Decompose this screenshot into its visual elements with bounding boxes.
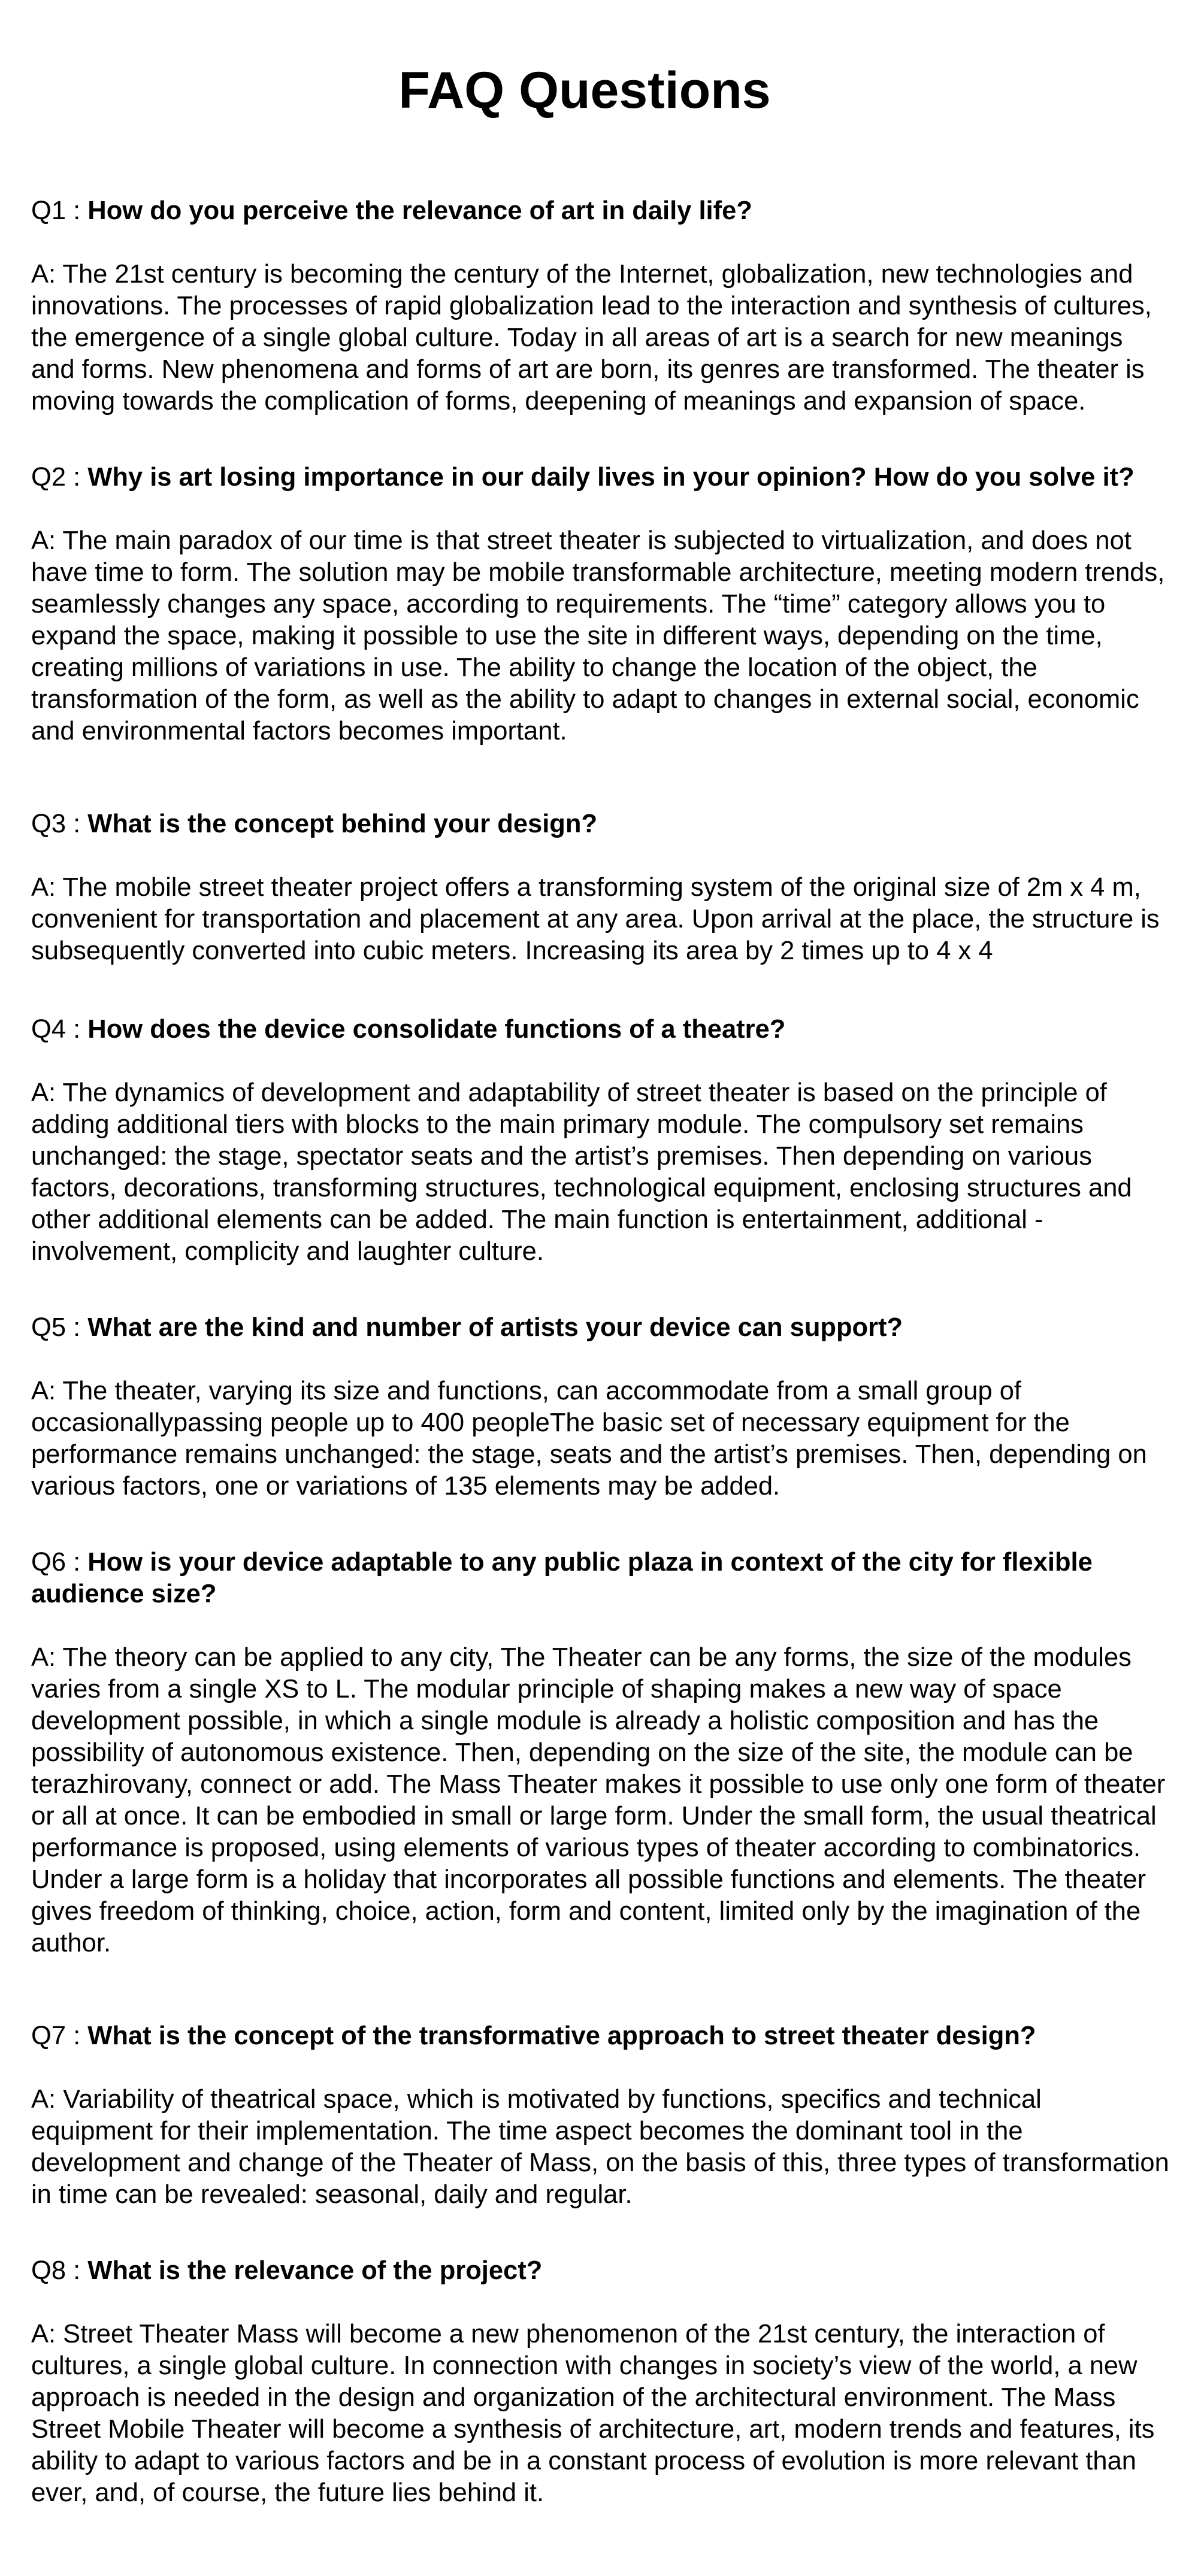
question-number: Q6 : <box>31 1548 88 1577</box>
faq-question <box>31 1014 1169 1045</box>
faq-item <box>31 195 1169 417</box>
question-text: What are the kind and number of artists your device can support? <box>87 1313 903 1342</box>
question-text: What is the concept behind your design? <box>87 810 598 838</box>
faq-item <box>31 2020 1169 2211</box>
faq-list <box>31 195 1169 2509</box>
question-number: Q8 : <box>31 2256 88 2285</box>
faq-answer: A: Street Theater Mass will become a new phenomenon of the 21st century, the interaction of cultures, a single global culture. In connection with changes in society’s view of the world, a new approach is needed in the design and organization of the architectural environment. The Mass Street Mobile Theater will become a synthesis of architecture, art, modern trends and features, its ability to adapt to various factors and be in a constant process of evolution is more relevant than ever, and, of course, the future lies behind it. <box>31 2320 1155 2507</box>
question-text: What is the relevance of the project? <box>87 2256 543 2285</box>
faq-item <box>31 1014 1169 1268</box>
faq-page <box>31 0 1169 2509</box>
question-number: Q1 : <box>31 196 88 225</box>
faq-item <box>31 1547 1169 1959</box>
faq-question <box>31 1547 1169 1610</box>
question-number: Q3 : <box>31 810 88 838</box>
faq-question <box>31 2255 1169 2287</box>
faq-question <box>31 462 1169 493</box>
question-text: What is the concept of the transformative approach to street theater design? <box>87 2022 1036 2050</box>
faq-answer: A: The dynamics of development and adaptability of street theater is based on the principle of adding additional tiers with blocks to the main primary module. The compulsory set remains unchanged: the stage, spectator seats and the artist’s premises. Then depending on various factors, decorations, transforming structures, technological equipment, enclosing structures and other additional elements can be added. The main function is entertainment, additional - involvement, complicity and laughter culture. <box>31 1078 1132 1266</box>
faq-question <box>31 1312 1169 1344</box>
question-number: Q7 : <box>31 2022 88 2050</box>
faq-answer: A: The mobile street theater project offers a transforming system of the original size of 2m x 4 m, convenient for transportation and placement at any area. Upon arrival at the place, the structure is subsequently converted into cubic meters. Increasing its area by 2 times up to 4 x 4 <box>31 873 1160 965</box>
question-number: Q2 : <box>31 463 88 492</box>
question-text: Why is art losing importance in our daily lives in your opinion? How do you solve it? <box>87 463 1135 492</box>
faq-answer: A: The theater, varying its size and functions, can accommodate from a small group of occasionallypassing people up to 400 peopleThe basic set of necessary equipment for the performance remains unchanged: the stage, seats and the artist’s premises. Then, depending on various factors, one or variations of 135 elements may be added. <box>31 1377 1147 1501</box>
faq-answer: A: Variability of theatrical space, which is motivated by functions, specifics and technical equipment for their implementation. The time aspect becomes the dominant tool in the development and change of the Theater of Mass, on the basis of this, three types of transformation in time can be revealed: seasonal, daily and regular. <box>31 2085 1169 2209</box>
question-text: How does the device consolidate functions of a theatre? <box>87 1015 786 1044</box>
faq-question <box>31 195 1169 227</box>
faq-answer: A: The main paradox of our time is that street theater is subjected to virtualization, and does not have time to form. The solution may be mobile transformable architecture, meeting modern trends, seamlessly changes any space, according to requirements. The “time” category allows you to expand the space, making it possible to use the site in different ways, depending on the time, creating millions of variations in use. The ability to change the location of the object, the transformation of the form, as well as the ability to adapt to changes in external social, economic and environmental factors becomes important. <box>31 526 1165 745</box>
question-number: Q5 : <box>31 1313 88 1342</box>
faq-question <box>31 2020 1169 2052</box>
faq-answer: A: The theory can be applied to any city, The Theater can be any forms, the size of the modules varies from a single XS to L. The modular principle of shaping makes a new way of space development possible, in which a single module is already a holistic composition and has the possibility of autonomous existence. Then, depending on the size of the site, the module can be terazhirovany, connect or add. The Mass Theater makes it possible to use only one form of theater or all at once. It can be embodied in small or large form. Under the small form, the usual theatrical performance is proposed, using elements of various types of theater according to combinatorics. Under a large form is a holiday that incorporates all possible functions and elements. The theater gives freedom of thinking, choice, action, form and content, limited only by the imagination of the author. <box>31 1643 1166 1957</box>
question-text: How is your device adaptable to any public plaza in context of the city for flexible audience size? <box>31 1548 1093 1608</box>
page-title: FAQ Questions <box>398 62 771 119</box>
question-number: Q4 : <box>31 1015 88 1044</box>
faq-item <box>31 1312 1169 1502</box>
faq-answer: A: The 21st century is becoming the century of the Internet, globalization, new technologies and innovations. The processes of rapid globalization lead to the interaction and synthesis of cultures, the emergence of a single global culture. Today in all areas of art is a search for new meanings and forms. New phenomena and forms of art are born, its genres are transformed. The theater is moving towards the complication of forms, deepening of meanings and expansion of space. <box>31 260 1152 416</box>
faq-item <box>31 462 1169 747</box>
faq-item <box>31 2255 1169 2509</box>
question-text: How do you perceive the relevance of art in daily life? <box>87 196 752 225</box>
faq-question <box>31 808 1169 840</box>
faq-item <box>31 808 1169 967</box>
